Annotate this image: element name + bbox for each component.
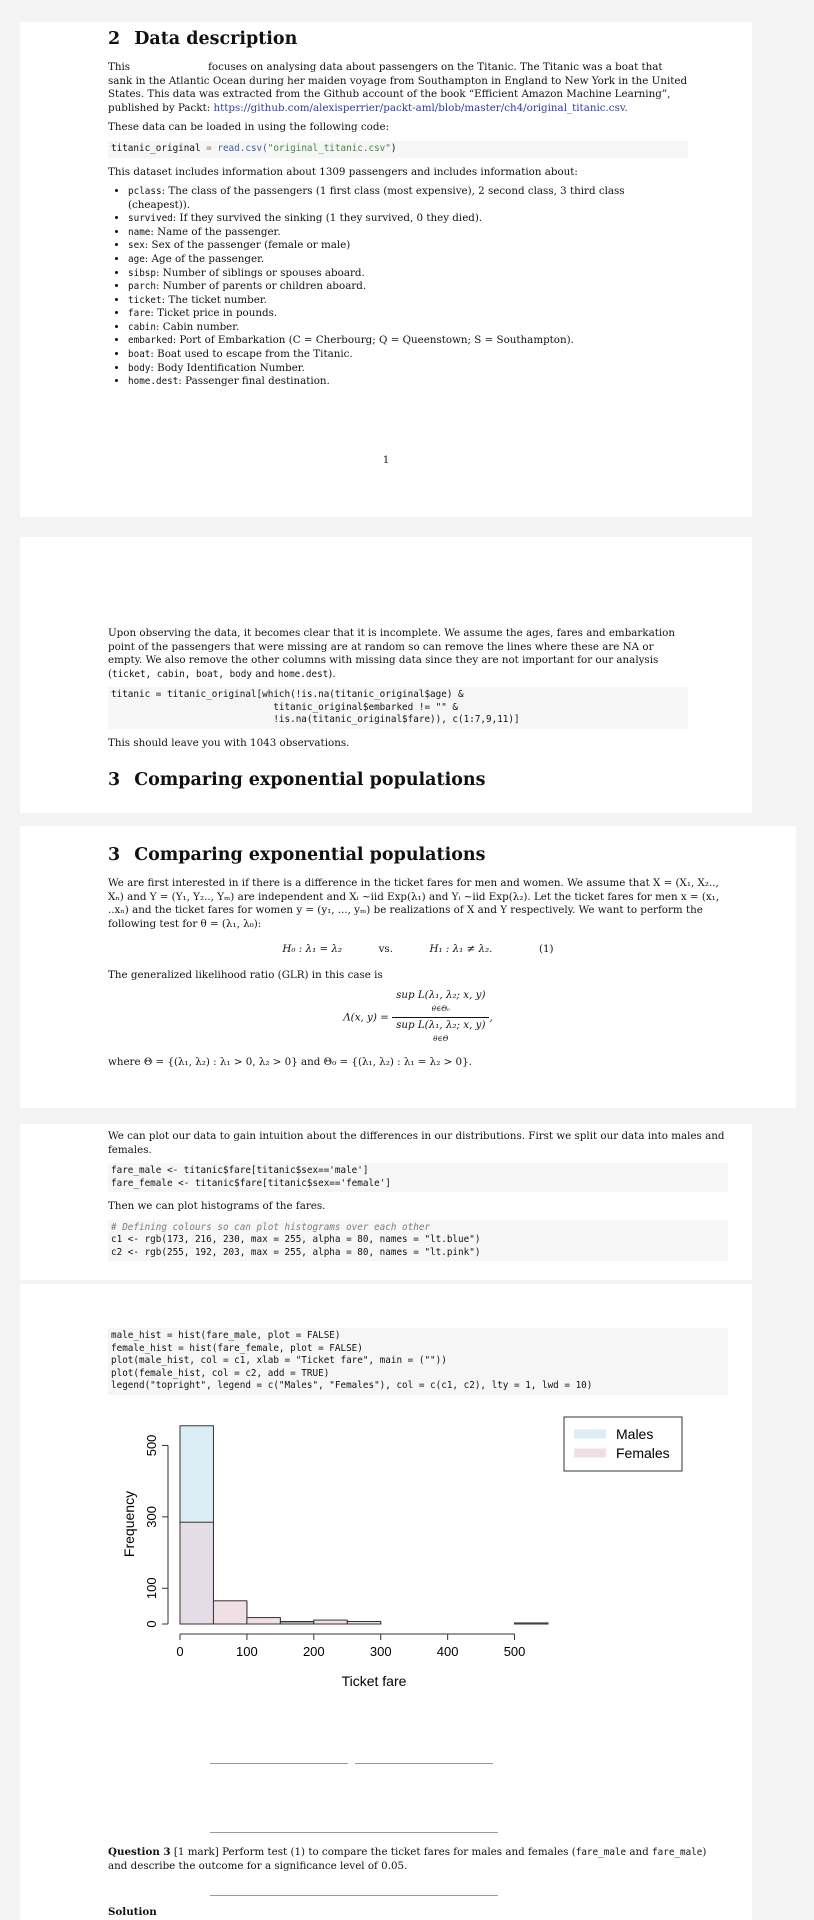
variable-name: embarked (128, 335, 173, 347)
variable-name: pclass (128, 186, 162, 198)
female-bar (280, 1622, 313, 1624)
variable-item: • embarked: Port of Embarkation (C = Cherbourg; Q = Queenstown; S = Southampton). (128, 334, 688, 348)
parameter-space: where Θ = {(λ₁, λ₂) : λ₁ > 0, λ₂ > 0} and Θ₀ = {(λ₁, λ₂) : λ₁ = λ₂ > 0}. (108, 1055, 472, 1068)
variable-name: boat (128, 349, 151, 361)
fare-histogram (90, 1409, 690, 1689)
y-tick-label: 0 (144, 1620, 159, 1628)
y-tick-label: 100 (144, 1577, 159, 1600)
section-3-heading: 3 Comparing exponential populations (108, 845, 486, 865)
variable-name: sibsp (128, 267, 156, 279)
variable-desc: Ticket price in pounds. (157, 307, 278, 320)
female-bar (247, 1618, 280, 1624)
variable-desc: Cabin number. (162, 320, 240, 333)
variable-desc: Body Identification Number. (157, 361, 305, 374)
plot-intro-text: We can plot our data to gain intuition about the differences in our distributions. First we split our data into males and females. (108, 1130, 725, 1156)
hist-text: Then we can plot histograms of the fares. (108, 1200, 326, 1213)
female-bars (180, 1522, 548, 1624)
section-3 (108, 844, 728, 1075)
x-tick-label: 300 (369, 1644, 392, 1659)
variable-desc: Age of the passenger. (151, 253, 265, 265)
x-axis (176, 1634, 525, 1659)
female-bar (314, 1620, 347, 1624)
section-3-intro: We are first interested in if there is a difference in the ticket fares for men and women. We assume that X = (X₁, X₂.., Xₙ) and Y = (Y₁, Y₂.., Yₘ) are independent and Xᵢ ~iid Exp(λ₁) and Yᵢ ~iid Exp(λ₂). Let the ticket fares for men x = (x₁, ..xₙ) and the ticket fares for women y = (y₁, ..., yₘ) be realizations of X and Y respectively. We want to perform the following test for θ = (λ₁, λ₀): (108, 877, 720, 930)
y-tick-label: 300 (144, 1506, 159, 1528)
solution-heading: Solution (108, 1906, 157, 1918)
observations-text: This should leave you with 1043 observations. (108, 736, 350, 749)
x-tick-label: 500 (503, 1644, 526, 1659)
section-title: Data description (134, 29, 298, 49)
question-3 (108, 1846, 728, 1879)
variable-item: • sex: Sex of the passenger (female or male) (128, 239, 688, 253)
legend (564, 1417, 682, 1471)
x-tick-label: 100 (236, 1644, 258, 1659)
variable-item: • boat: Boat used to escape from the Titanic. (128, 348, 688, 362)
y-tick-label: 500 (144, 1434, 159, 1457)
variable-desc: Sex of the passenger (female or male) (151, 239, 351, 252)
variable-name: survived (128, 213, 173, 225)
code-load: titanic_original = read.csv("original_titanic.csv") (108, 141, 688, 158)
missing-data-section (108, 627, 688, 792)
legend-label: Females (616, 1445, 670, 1461)
page-4 (20, 1124, 752, 1280)
page-3 (20, 826, 796, 1108)
code-split: fare_male <- titanic$fare[titanic$sex=='male'] fare_female <- titanic$fare[titanic$sex=='female'] (108, 1163, 728, 1192)
variable-desc: The ticket number. (168, 293, 267, 306)
variable-desc: Passenger final destination. (185, 375, 330, 388)
variable-item: • body: Body Identification Number. (128, 362, 688, 376)
variable-desc: Number of parents or children aboard. (162, 280, 367, 293)
y-axis (144, 1435, 168, 1628)
variable-item: • ticket: The ticket number. (128, 294, 688, 308)
variable-item: • cabin: Cabin number. (128, 321, 688, 335)
variable-desc: If they survived the sinking (1 they survived, 0 they died). (179, 212, 483, 225)
code-histogram: male_hist = hist(fare_male, plot = FALSE) female_hist = hist(fare_female, plot = FALSE) plot(male_hist, col = c1, xlab = "Ticket fare", main = ("")) plot(female_hist, col = c2, add = TRUE) legend("topright", legend = c("Males", "Females"), col = c(c1, c2), lty = 1, lwd = 10) (108, 1328, 728, 1395)
variable-item: • survived: If they survived the sinking (1 they survived, 0 they died). (128, 212, 688, 226)
glr-formula: Λ(x, y) = sup L(λ₁, λ₂; x, y) θ∈Θ₀ sup L(λ₁, λ₂; x, y) θ∈Θ , (343, 988, 493, 1044)
variable-name: age (128, 254, 145, 265)
variable-item: • sibsp: Number of siblings or spouses aboard. (128, 267, 688, 281)
variable-list (108, 185, 688, 389)
x-tick-label: 400 (436, 1644, 459, 1659)
answer-line (210, 1832, 498, 1833)
female-bar (515, 1623, 548, 1624)
question-text: Question 3 [1 mark] Perform test (1) to compare the ticket fares for males and females (fare_male and fare_male) and describe the outcome for a significance level of 0.05. (108, 1846, 707, 1872)
code-filter: titanic = titanic_original[which(!is.na(titanic_original$age) & titanic_original$embarked != "" & !is.na(titanic_original$fare)), c(1:7,9,11)] (108, 687, 688, 729)
plot-prep-section (108, 1130, 728, 1269)
variable-name: fare (128, 308, 151, 320)
variable-name: home.dest (128, 376, 179, 388)
male-bars (180, 1426, 548, 1624)
variable-item: • name: Name of the passenger. (128, 226, 688, 240)
variable-name: body (128, 362, 151, 374)
variable-name: ticket (128, 294, 162, 306)
answer-line (355, 1763, 493, 1764)
glr-text: The generalized likelihood ratio (GLR) in this case is (108, 968, 383, 981)
page-2 (20, 537, 752, 813)
variable-desc: The class of the passengers (1 first class (most expensive), 2 second class, 3 third class (cheapest)). (128, 185, 625, 211)
histogram-code-section (108, 1324, 728, 1403)
section-2-heading: 2 Data description (108, 29, 298, 49)
info-text: This dataset includes information about 1309 passengers and includes information about: (108, 165, 578, 178)
x-tick-label: 0 (176, 1644, 184, 1659)
variable-item: • pclass: The class of the passengers (1 first class (most expensive), 2 second class, 3 third class (cheapest)). (128, 185, 688, 212)
variable-item: • parch: Number of parents or children aboard. (128, 280, 688, 294)
variable-name: cabin (128, 321, 156, 333)
female-bar (347, 1622, 380, 1625)
variable-desc: Port of Embarkation (C = Cherbourg; Q = Queenstown; S = Southampton). (179, 334, 574, 347)
dataset-link[interactable]: https://github.com/alexisperrier/packt-aml/blob/master/ch4/original_titanic.csv. (213, 101, 628, 114)
variable-item: • home.dest: Passenger final destination. (128, 375, 688, 389)
legend-label: Males (616, 1426, 654, 1442)
hypothesis-test: H₀ : λ₁ = λ₂ vs. H₁ : λ₁ ≠ λ₂. (1) (282, 943, 554, 956)
x-tick-label: 200 (302, 1644, 325, 1659)
x-axis-label: Ticket fare (341, 1673, 407, 1689)
variable-name: parch (128, 281, 156, 293)
page-number: 1 (382, 455, 390, 466)
section-2 (108, 28, 688, 389)
variable-desc: Name of the passenger. (157, 225, 281, 238)
female-bar (213, 1601, 246, 1624)
incomplete-paragraph: Upon observing the data, it becomes clear that it is incomplete. We assume the ages, fares and embarkation point of the passengers that were missing are at random so can remove the lines where these are NA or empty. We also remove the other columns with missing data since they are not important for our analysis (ticket, cabin, boat, body and home.dest). (108, 627, 675, 680)
answer-line (210, 1763, 348, 1764)
page-5 (20, 1284, 752, 1920)
female-bar (180, 1522, 213, 1624)
load-text: These data can be loaded in using the following code: (108, 121, 390, 134)
variable-desc: Boat used to escape from the Titanic. (157, 348, 353, 361)
section-3-heading-preview: 3 Comparing exponential populations (108, 769, 486, 790)
variable-item: • fare: Ticket price in pounds. (128, 307, 688, 321)
variable-desc: Number of siblings or spouses aboard. (162, 266, 365, 279)
variable-item: • age: Age of the passenger. (128, 253, 688, 267)
page-1 (20, 22, 752, 517)
answer-line (210, 1895, 498, 1896)
code-colours: # Defining colours so can plot histograms over each other c1 <- rgb(173, 216, 230, max = 255, alpha = 80, names = "lt.blue") c2 <- rgb(255, 192, 203, max = 255, alpha = 80, names = "lt.pink") (108, 1220, 728, 1262)
variable-name: sex (128, 240, 145, 252)
intro-paragraph: This focuses on analysing data about passengers on the Titanic. The Titanic was a boat that sank in the Atlantic Ocean during her maiden voyage from Southampton in England to New York in the United States. This data was extracted from the Github account of the book “Efficient Amazon Machine Learning”, published by Packt: https://github.com/alexisperrier/packt-aml/blob/master/ch4/original_titanic.csv. (108, 61, 688, 114)
y-axis-label: Frequency (121, 1490, 137, 1558)
variable-name: name (128, 226, 151, 238)
